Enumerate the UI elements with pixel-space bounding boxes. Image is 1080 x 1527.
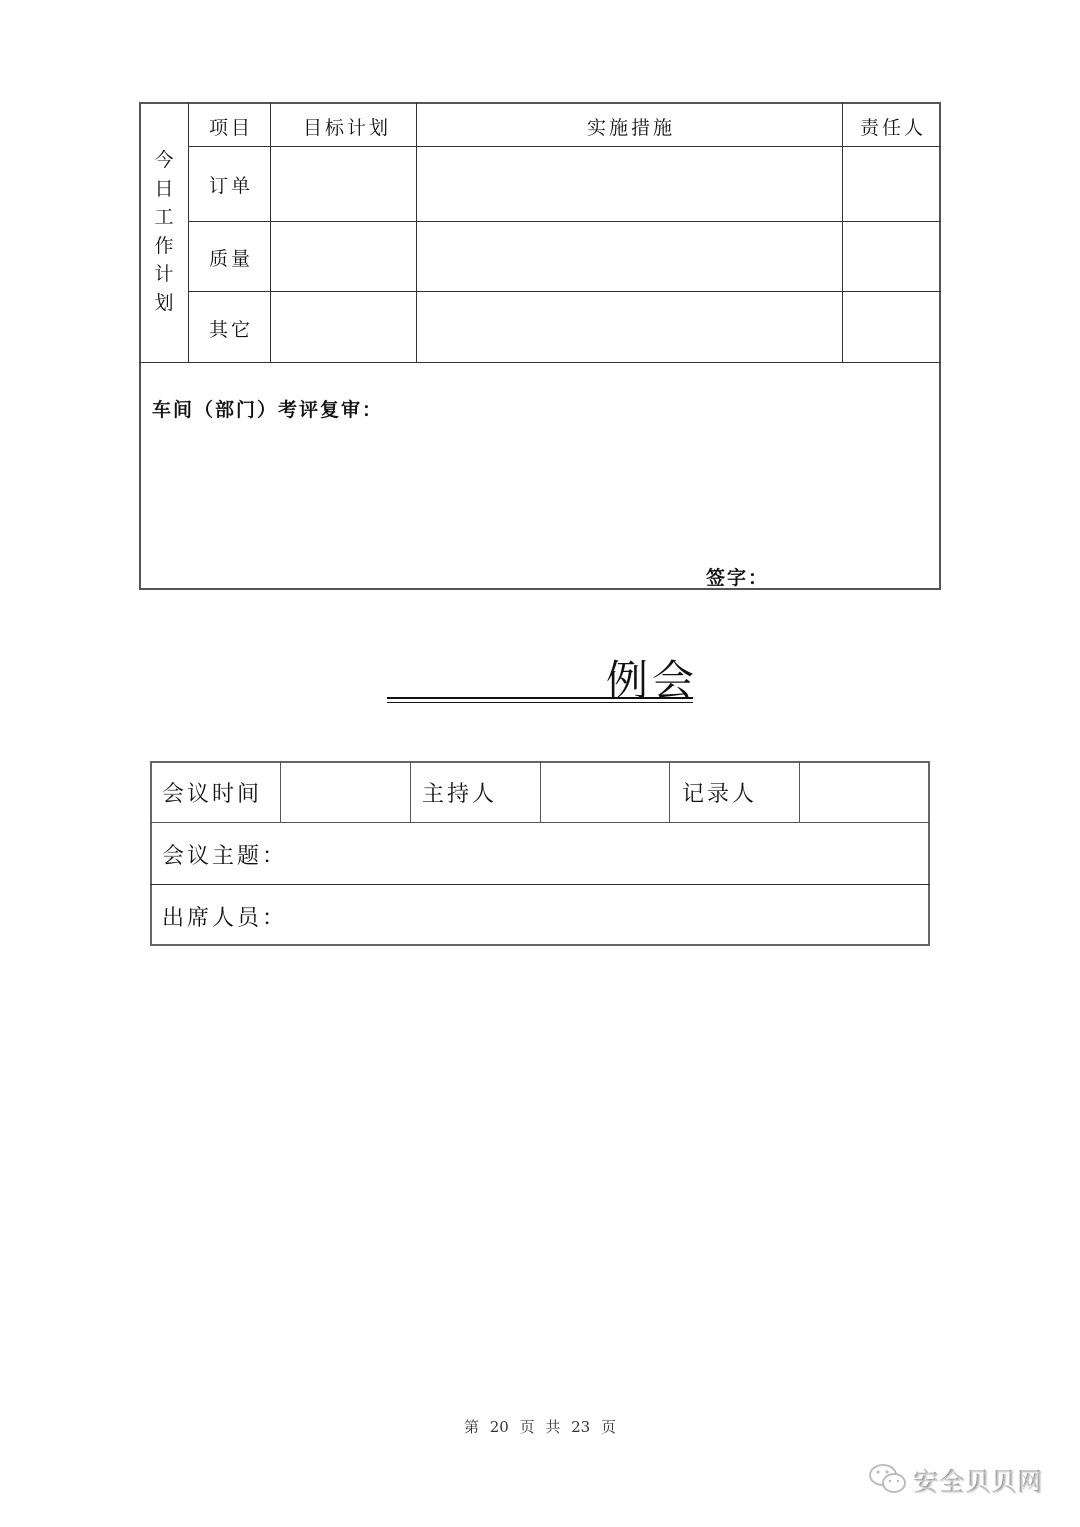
header-measures: 实施措施: [587, 117, 676, 139]
header-owner: 责任人: [860, 117, 927, 139]
meeting-time-label: 会议时间: [162, 782, 263, 807]
meeting-time-field[interactable]: [282, 763, 409, 821]
section-label-char: 划: [154, 291, 174, 314]
row-label-other: 其它: [209, 319, 254, 341]
header-target-plan: 目标计划: [303, 117, 392, 139]
table-divider: [150, 884, 930, 885]
watermark-text: 安全贝贝网: [914, 1468, 1045, 1497]
signature-label: 签字：: [706, 567, 770, 589]
host-field[interactable]: [542, 763, 668, 821]
order-target-cell[interactable]: [272, 148, 415, 220]
recorder-field[interactable]: [801, 763, 928, 821]
watermark: [868, 1462, 1044, 1500]
section-label-char: 今: [154, 149, 174, 171]
section-label-char: 计: [154, 263, 174, 285]
other-measures-cell[interactable]: [418, 293, 841, 361]
table-divider: [188, 221, 941, 222]
host-label: 主持人: [422, 782, 498, 807]
section-label-today-work-plan: [149, 146, 179, 317]
table-divider: [799, 761, 800, 822]
other-target-cell[interactable]: [272, 293, 415, 361]
table-divider: [150, 822, 930, 823]
table-divider: [188, 102, 189, 362]
table-divider: [270, 102, 271, 362]
title-underline: [387, 702, 693, 703]
section-label-char: 日: [154, 177, 174, 200]
attendees-label: 出席人员：: [162, 906, 288, 931]
table-divider: [188, 291, 941, 292]
row-label-quality: 质量: [209, 248, 254, 270]
meeting-topic-label: 会议主题：: [162, 844, 288, 869]
table-divider: [842, 102, 843, 362]
row-label-order: 订单: [209, 175, 254, 197]
table-divider: [280, 761, 281, 822]
workshop-review-label: 车间（部门）考评复审：: [152, 399, 384, 421]
other-owner-cell[interactable]: [844, 293, 940, 361]
table-divider: [139, 362, 941, 363]
recorder-label: 记录人: [682, 782, 758, 807]
table-divider: [410, 761, 411, 822]
quality-target-cell[interactable]: [272, 223, 415, 290]
quality-measures-cell[interactable]: [418, 223, 841, 290]
header-item: 项目: [209, 117, 254, 139]
table-divider: [416, 102, 417, 362]
meeting-title: 例会: [606, 656, 699, 705]
table-divider: [669, 761, 670, 822]
table-divider: [540, 761, 541, 822]
title-underline: [387, 697, 693, 699]
order-owner-cell[interactable]: [844, 148, 940, 220]
wechat-icon: [868, 1462, 908, 1500]
section-label-char: 作: [154, 234, 174, 257]
quality-owner-cell[interactable]: [844, 223, 940, 290]
section-label-char: 工: [154, 206, 174, 228]
table-divider: [188, 146, 941, 147]
page-number: 第 20 页 共 23 页: [463, 1418, 616, 1436]
order-measures-cell[interactable]: [418, 148, 841, 220]
